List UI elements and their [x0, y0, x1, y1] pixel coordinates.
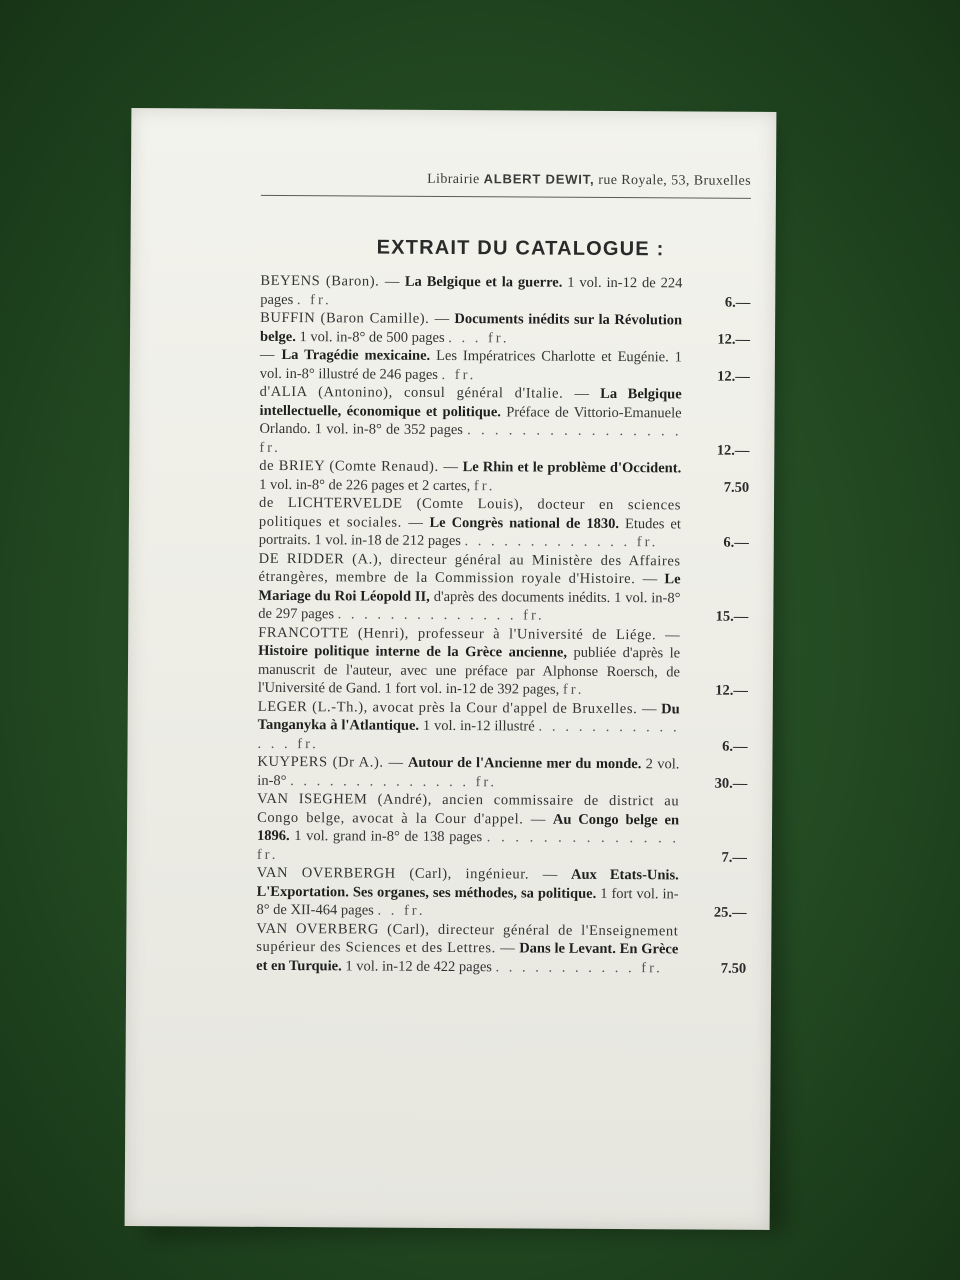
entry-details: 1 vol. in-12 de 224 pages: [260, 274, 683, 308]
bookshop-header: [261, 169, 751, 198]
catalogue-entry: [258, 623, 748, 700]
entry-currency: . . . . . . . . . . . . . . fr.: [257, 718, 680, 752]
catalogue-sheet: [125, 108, 777, 1230]
entry-author: VAN OVERBERG (Carl), directeur général de l'Enseignement supérieur des Sciences et des Lettres. —: [256, 920, 679, 957]
catalogue-entry: [257, 753, 747, 793]
entry-details: 1 vol. in-8° de 226 pages et 2 cartes,: [259, 476, 471, 494]
entry-currency: . fr.: [296, 291, 332, 308]
entry-author: DE RIDDER (A.), directeur général au Ministère des Affaires étrangères, membre de la Commission royale d'Histoire. —: [258, 550, 681, 588]
entry-author: VAN ISEGHEM (André), ancien commissaire de district au Congo belge, avocat à la Cour d'appel. —: [257, 790, 680, 828]
catalogue-entry: [257, 790, 747, 867]
entry-author: de LICHTERVELDE (Comte Louis), docteur en sciences politiques et sociales. —: [258, 494, 682, 531]
entry-price: 7.50: [720, 960, 747, 977]
entry-details: d'après des documents inédits. 1 vol. in-8° de 297 pages: [258, 588, 681, 623]
entry-details: 1 vol. in-12 illustré: [422, 717, 535, 735]
entry-author: BUFFIN (Baron Camille). —: [260, 309, 450, 327]
entry-price: 7.—: [721, 849, 747, 866]
catalogue-entry: [260, 309, 750, 349]
header-shop-name: ALBERT DEWIT,: [483, 171, 595, 187]
entry-book-title: La Belgique et la guerre.: [404, 273, 563, 291]
entry-price: 12.—: [717, 331, 751, 348]
entry-author: VAN OVERBERGH (Carl), ingénieur. —: [256, 864, 558, 883]
entry-currency: . . . fr.: [448, 329, 510, 346]
entry-book-title: Aux Etats-Unis. L'Exportation. Ses organes, ses méthodes, sa politique.: [256, 866, 679, 902]
entry-price: 6.—: [722, 738, 748, 755]
entry-currency: . . . . . . . . . . . . . . fr.: [256, 829, 680, 863]
catalogue-entry: [257, 697, 747, 755]
entry-book-title: Autour de l'Ancienne mer du monde.: [407, 754, 642, 773]
catalogue-entry: [258, 549, 748, 626]
entry-book-title: Dans le Levant. En Grèce et en Turquie.: [256, 940, 679, 974]
entry-currency: . . . . . . . . . . . . . . . . fr.: [259, 422, 682, 456]
entry-details: 1 fort vol. in-8° de XII-464 pages: [256, 885, 679, 919]
entry-currency: fr.: [562, 681, 585, 698]
entry-book-title: Documents inédits sur la Révolution belge.: [259, 311, 683, 345]
entry-details: 1 vol. in-8° de 500 pages: [299, 328, 445, 346]
catalogue-entry: [260, 272, 750, 312]
entry-details: publiée d'après le manuscrit de l'auteur, avec une préface par Alphonse Roersch, de l'Université de Gand. 1 fort vol. in-12 de 392 pages,: [257, 644, 681, 698]
entry-book-title: Histoire politique interne de la Grèce ancienne,: [258, 642, 568, 661]
entry-author: —: [259, 346, 282, 363]
catalogue-content: [256, 169, 751, 978]
entry-author: FRANCOTTE (Henri), professeur à l'Université de Liége. —: [258, 624, 681, 643]
header-address: rue Royale, 53, Bruxelles: [598, 172, 752, 189]
entry-price: 6.—: [724, 294, 751, 311]
entry-author: LEGER (L.-Th.), avocat près la Cour d'appel de Bruxelles. —: [257, 698, 658, 717]
catalogue-entry: [259, 494, 749, 552]
entry-author: d'ALIA (Antonino), consul général d'Italie. —: [259, 383, 590, 402]
catalogue-entries: [256, 272, 750, 978]
entry-price: 15.—: [715, 608, 749, 625]
entry-price: 12.—: [716, 442, 750, 459]
entry-price: 25.—: [713, 904, 747, 921]
entry-details: Etudes et portraits. 1 vol. in-18 de 212 pages: [258, 515, 681, 550]
entry-book-title: La Belgique intellectuelle, économique et politique.: [259, 385, 682, 420]
entry-currency: . . . . . . . . . . . fr.: [495, 958, 663, 976]
entry-price: 6.—: [723, 534, 749, 551]
entry-author: BEYENS (Baron). —: [260, 272, 401, 290]
entry-author: KUYPERS (Dr A.). —: [257, 753, 404, 771]
entry-book-title: Le Mariage du Roi Léopold II,: [258, 571, 681, 605]
entry-details: Les Impératrices Charlotte et Eugénie. 1 vol. in-8° illustré de 246 pages: [259, 347, 682, 383]
entry-details: Préface de Vittorio-Emanuele Orlando. 1 vol. in-8° de 352 pages: [259, 403, 682, 439]
entry-price: 30.—: [714, 775, 748, 792]
entry-book-title: Du Tanganyka à l'Atlantique.: [257, 700, 680, 734]
catalogue-entry: [259, 457, 749, 497]
entry-details: 2 vol. in-8°: [257, 756, 680, 789]
entry-currency: . . . . . . . . . . . . . . fr.: [290, 772, 498, 790]
entry-book-title: Au Congo belge en 1896.: [256, 811, 680, 845]
header-prefix: Librairie: [427, 171, 480, 188]
entry-price: 12.—: [715, 682, 748, 699]
entry-currency: . . . . . . . . . . . . . fr.: [464, 533, 659, 551]
entry-currency: fr.: [473, 477, 496, 494]
entry-book-title: Le Rhin et le problème d'Occident.: [462, 459, 682, 477]
entry-price: 12.—: [717, 368, 750, 385]
catalogue-entry: [256, 919, 746, 977]
entry-details: 1 vol. in-12 de 422 pages: [345, 957, 493, 975]
entry-currency: . . . . . . . . . . . . . . fr.: [337, 606, 545, 624]
catalogue-title: EXTRAIT DU CATALOGUE :: [376, 236, 665, 260]
catalogue-entry: [259, 383, 749, 460]
entry-details: 1 vol. grand in-8° de 138 pages: [294, 828, 483, 846]
entry-price: 7.50: [723, 479, 750, 496]
catalogue-entry: [256, 864, 746, 922]
catalogue-entry: [260, 346, 750, 386]
entry-author: de BRIEY (Comte Renaud). —: [259, 457, 459, 476]
entry-book-title: Le Congrès national de 1830.: [429, 514, 620, 532]
entry-currency: . . fr.: [377, 902, 426, 919]
entry-book-title: La Tragédie mexicaine.: [281, 346, 431, 364]
entry-currency: . fr.: [441, 366, 477, 383]
